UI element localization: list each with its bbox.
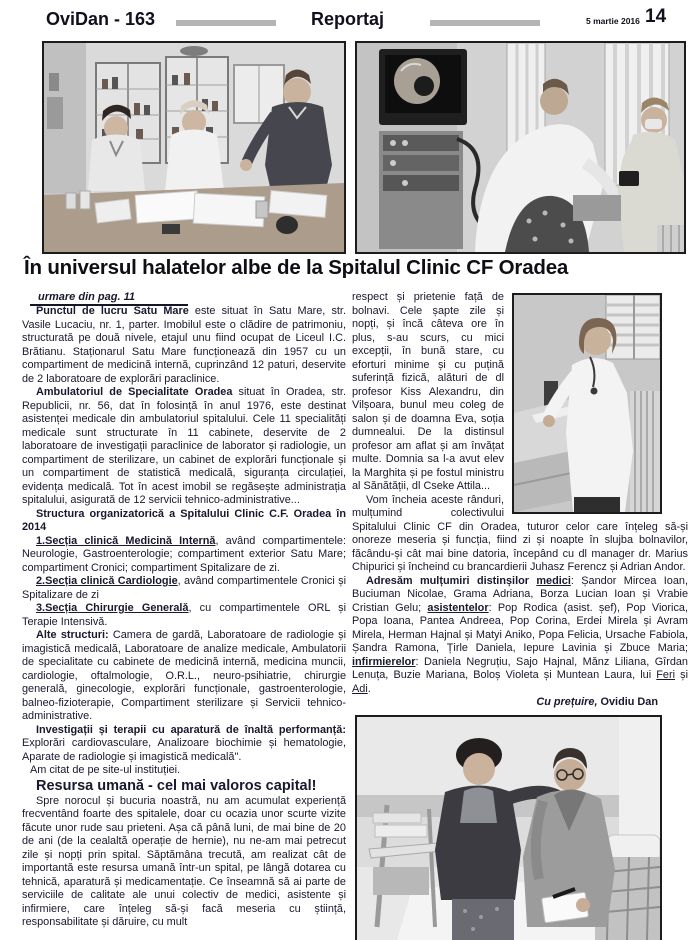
headline: În universul halatelor albe de la Spitalul Clinic CF Oradea [24,256,569,279]
paragraph-text: Camera de gardă, Laboratoare de radiologie și imagistică medicală, Laboratoare de analize medicale, Ambulatorii de specialitate cu cabinete de medicină internă, medicina muncii, cardiologie, oftalmologie, O.R.L., neuro-psihiatrie, chirurgie generală, ginecologie, explorări funcționale, gastroenterologie, balneo-fizioterapie, Compartiment sterilizare și Servicii tehnico-administrative. [22,629,346,722]
ack-asistente-label: asistentelor [427,601,489,614]
ack-end: . [367,682,371,695]
header-divider-right [430,20,540,26]
signature [352,696,688,710]
ack-infirmiere-label: infirmierelor [352,655,416,668]
ack-medici-label: medici [536,574,571,587]
subheading-resursa-umana: Resursa umană - cel mai valoros capital! [36,777,317,794]
section-lead: 1.Secția clinică Medicină Internă [36,534,216,547]
ack-medici-names: : Șandor Mircea Ioan, Buciuman Nicolae, Grama Adriana, Borza Lucian Ioan și Vrabie Cristian Gelu; [352,574,689,614]
paragraph-lead: Investigații și terapii cu aparatură de înaltă performanță: [36,723,346,736]
section-text: , având compartimentele Cronici și Spitalizare de zi [22,575,347,601]
citation-note: Am citat de pe site-ul instituției. [30,764,181,776]
ack-feri: Feri [656,669,676,681]
masthead-title: OviDan - 163 [46,9,156,29]
endoscopy-monitor [379,49,467,125]
photo-patients-on-bed [355,715,662,940]
paragraph-lead: Alte structuri: [36,629,109,641]
paragraph-lead: Punctul de lucru Satu Mare [36,305,189,317]
desk-with-papers [44,183,344,252]
paragraph-text: situat în Oradea, str. Republicii, nr. 56, dat în folosință în anul 1976, este destinat asistenței medicale din ambulatoriul spitalului. Cele 11 specialități medicale sunt structurate în 11 cabinete, deservite de 2 laboratoare de investigații paraclinice de laborator și radiologie, un compartiment de sterilizare, un cabinet de explorări funcționale și un compartiment de statistică medicală, siguranța circulației, evidența medicală. Tot în acest imobil se regăsește administrația spitalului, asigurată de 12 servicii tehnico-administrative... [22,386,346,506]
paragraph-investigatii [22,724,346,765]
heading-text: Structura organizatorică a Spitalului Clinic C.F. Oradea în 2014 [22,507,346,533]
paragraph-salon: respect și prietenie față de bolnavi. Cele șapte zile și nopți, și încă câteva ore în plus, s-au scurs, cu mici excepții, în bună stare, cu eforturi minime și cu puțină suferință fizică, alături de dl profesor Kiss Alexandru, din Vilșoara, bunul meu coleg de salon și de doamna Eva, soția dumnealui. De la distinsul profesor am aflat și am învățat multe. Domnia sa l-a avut elev la Marghita și pe fostul ministru al Sănătății, dl Cseke Attila... [352,291,504,492]
ack-infirmiere-names: : Daniela Negruțiu, Sajo Hajnal, Mănz Liliana, Gîrdan Lenuța, Buzie Mariana, Boloș Violeta și Muntean Laura, lui [352,655,688,681]
photo-endoscopy-room [355,41,686,254]
signature-author: Ovidiu Dan [597,696,658,708]
section-lead: 2.Secția clinică Cardiologie [36,575,178,587]
paragraph-multumiri [352,575,688,697]
paragraph-incheiere: Vom încheia aceste rânduri, mulțumind colectivului Spitalului Clinic CF din Oradea, tuturor celor care înțeleg să-și onoreze meseria și funcția, fiind zi și noapte în slujba bolnavilor, făcându-și cât mai bine datoria, începând cu dl manager dr. Marius Chipurici și încheind cu brancardierii Juhasz Ferencz și Adrian Andor. [352,493,688,573]
photo-doctor-machine [512,293,662,514]
section-medicina-interna [22,535,346,576]
paragraph-text: Explorări cardiovasculare, Analizoare biochimie și hematologie, Aparate de radiologie și imagistică medicală". [22,737,346,763]
photo-doctor-machine-illustration [514,295,660,512]
paragraph-resursa-umana: Spre norocul și bucuria noastră, nu am acumulat experiență frecventând foarte des spitalele, doar cu ocazia unor scurte vizite făcute unor rude sau prieteni. Așa că până luni, de mai bine de 20 de ani (de la cealaltă operație de hernie), nu ne-am mai petrecut zile și nopți prin spital. Săptămâna trecută, am realizat cât de importantă este resursa umană într-un spital, pe lângă dotarea cu tehnică, aparatură și medicamentație. Ce înseamnă să ai parte de serviciile de calitate ale unui colectiv de medici, asistente și infirmiere, care înțeleg să-și facă meseria cu știință, responsabilitate și dăruire, cu mult [22,794,346,928]
section-chirurgie [22,602,346,629]
photo-endoscopy-illustration [357,43,684,252]
signature-closing: Cu prețuire, [536,696,598,708]
right-column [352,291,688,940]
section-cardiologie [22,575,346,602]
section-text: , având compartimentele: Neurologie, Gastroenterologie; compartiment exterior Satu Mare; compartiment Cronici; compartiment Spitalizare de zi. [22,534,346,574]
section-lead: 3.Secția Chirurgie Generală [36,602,189,614]
paragraph-alte-structuri [22,629,346,724]
ack-asistente-names: : Pop Rodica (asist. șef), Pop Viorica, Popa Ioana, Pantea Andreea, Pop Corina, Erdei Mirela și Avram Mirela, Herman Hajnal și Matyi Aniko, Popa Felicia, Ursache Fabiola, Șandra Ramona, Țirle Daniela, Iepure Lavinia și Zbuce Maria; [352,601,688,654]
paragraph-ambulatoriu [22,386,346,508]
photo-patients-illustration [357,717,660,940]
section-text: , cu compartimentele ORL și Terapie Intensivă. [22,602,346,628]
left-column [22,305,346,930]
header-divider-left [176,20,276,26]
radiator [630,391,660,512]
paragraph-text: este situat în Satu Mare, str. Vasile Lucaciu, nr. 1, parter. Imobilul este o clădire de patrimoniu, structurată pe două nivele, etajul unu fiind ocupat de Liceul I.C. Brătianu. Staționarul Satu Mare funcționează din 1957 cu un compartiment de medicină internă, cuprinzând 12 paturi, deservite de 2 laboratoare de explorări paraclinice. [22,305,346,385]
photo-staff-desk-illustration [44,43,344,252]
ack-conj: și [675,669,688,681]
continued-from-note: urmare din pag. 11 [30,291,188,306]
paragraph-satu-mare [22,305,346,386]
ack-adi: Adi [352,682,368,695]
issue-date: 5 martie 2016 [586,16,640,26]
paragraph-lead: Ambulatoriul de Specialitate Oradea [36,386,233,398]
photo-staff-desk [42,41,346,254]
section-title: Reportaj [311,9,385,29]
ack-lead: Adresăm mulțumiri distinșilor [366,574,537,587]
org-structure-heading [22,508,346,535]
page-number: 14 [645,6,667,27]
